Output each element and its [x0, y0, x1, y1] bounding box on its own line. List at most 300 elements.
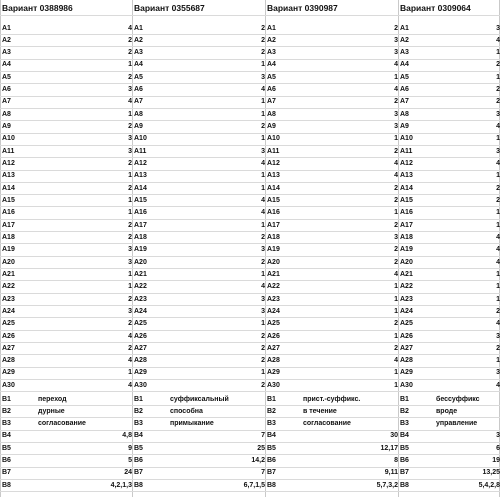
answer-value: 3 [261, 307, 265, 315]
question-label: A19 [267, 246, 280, 254]
answer-row [0, 182, 500, 195]
question-label: B8 [134, 481, 143, 489]
answer-value: 4 [261, 196, 265, 204]
question-label: A4 [400, 61, 409, 69]
question-label: A23 [400, 295, 413, 303]
answer-value: 4 [496, 36, 500, 44]
answer-value: 12,17 [380, 444, 398, 452]
question-label: A8 [2, 110, 11, 118]
question-label: A10 [267, 135, 280, 143]
question-label: A16 [400, 209, 413, 217]
answer-value: 30 [390, 432, 398, 440]
question-label: A29 [2, 369, 15, 377]
question-label: A3 [267, 49, 276, 57]
answer-row [0, 84, 500, 97]
answer-value: 1 [496, 270, 500, 278]
question-label: A23 [134, 295, 147, 303]
question-label: A2 [134, 36, 143, 44]
variant-title: Вариант 0388986 [2, 2, 73, 13]
answer-row [0, 355, 500, 368]
answer-value: 1 [128, 110, 132, 118]
question-label: A6 [267, 86, 276, 94]
question-label: A27 [267, 344, 280, 352]
question-label: A24 [134, 307, 147, 315]
answer-value: 3 [394, 123, 398, 131]
answer-value: 1 [128, 283, 132, 291]
question-label: A21 [400, 270, 413, 278]
answer-value: 2 [496, 184, 500, 192]
answer-value: 1 [496, 73, 500, 81]
answer-value: 2 [128, 221, 132, 229]
question-label: A19 [2, 246, 15, 254]
answer-value: 2 [394, 147, 398, 155]
question-label: A6 [2, 86, 11, 94]
question-label: A26 [400, 332, 413, 340]
answer-value: 3 [128, 307, 132, 315]
answer-value: 1 [496, 295, 500, 303]
answer-value: 1 [128, 172, 132, 180]
answer-value: 1 [261, 320, 265, 328]
answer-value: 2 [261, 357, 265, 365]
answer-row [0, 158, 500, 171]
question-label: A14 [2, 184, 15, 192]
answer-value: 2 [496, 196, 500, 204]
answer-value: 1 [261, 369, 265, 377]
question-label: B8 [400, 481, 409, 489]
question-label: A4 [267, 61, 276, 69]
question-label: A14 [267, 184, 280, 192]
answer-value: 3 [128, 246, 132, 254]
answer-value: 2 [394, 344, 398, 352]
question-label: A19 [134, 246, 147, 254]
answer-value: 4 [394, 357, 398, 365]
question-label: B1 [267, 395, 276, 403]
question-label: A15 [134, 196, 147, 204]
answer-value: 2 [261, 24, 265, 32]
question-label: A2 [267, 36, 276, 44]
answer-value: 3 [394, 49, 398, 57]
question-label: B4 [2, 432, 11, 440]
answer-row [0, 194, 500, 207]
answer-value: 3 [496, 332, 500, 340]
question-label: B3 [267, 420, 276, 428]
question-label: A3 [2, 49, 11, 57]
question-label: A17 [134, 221, 147, 229]
answer-value: 6 [496, 444, 500, 452]
question-label: A2 [400, 36, 409, 44]
answer-value: суффиксальный [170, 395, 229, 403]
question-label: B4 [267, 432, 276, 440]
answer-value: 1 [496, 135, 500, 143]
question-label: A3 [134, 49, 143, 57]
answer-value: 4 [496, 381, 500, 389]
answer-row [0, 47, 500, 60]
question-label: A4 [2, 61, 11, 69]
question-label: B4 [134, 432, 143, 440]
question-label: B8 [2, 481, 11, 489]
answer-row [0, 121, 500, 134]
part-b-row [0, 430, 500, 443]
question-label: A12 [134, 160, 147, 168]
answer-value: 4 [128, 98, 132, 106]
question-label: A17 [400, 221, 413, 229]
answer-row [0, 231, 500, 244]
question-label: A12 [400, 160, 413, 168]
answer-value: дурные [38, 407, 65, 415]
question-label: A21 [2, 270, 15, 278]
answer-row [0, 367, 500, 380]
answer-value: 4 [496, 233, 500, 241]
header-row [0, 0, 500, 16]
question-label: A28 [267, 357, 280, 365]
question-label: A17 [267, 221, 280, 229]
answer-value: 4 [394, 86, 398, 94]
question-label: A13 [400, 172, 413, 180]
question-label: B6 [400, 457, 409, 465]
answer-value: 1 [394, 209, 398, 217]
answer-value: 4 [394, 160, 398, 168]
question-label: A12 [2, 160, 15, 168]
answer-value: 2 [261, 258, 265, 266]
answer-value: 4 [261, 283, 265, 291]
question-label: B6 [2, 457, 11, 465]
answer-value: 3 [261, 246, 265, 254]
variant-title: Вариант 0390987 [267, 2, 338, 13]
question-label: B8 [267, 481, 276, 489]
question-label: A8 [267, 110, 276, 118]
answer-row [0, 59, 500, 72]
part-b-row [0, 442, 500, 455]
question-label: A28 [134, 357, 147, 365]
question-label: A7 [134, 98, 143, 106]
answer-value: 1 [128, 270, 132, 278]
question-label: A18 [2, 233, 15, 241]
answer-value: 5,7,3,2 [376, 481, 398, 489]
question-label: B2 [134, 407, 143, 415]
answer-row [0, 305, 500, 318]
question-label: B3 [2, 420, 11, 428]
answer-value: 1 [394, 381, 398, 389]
question-label: A16 [267, 209, 280, 217]
answer-value: 24 [124, 469, 132, 477]
question-label: A8 [134, 110, 143, 118]
answer-value: примыкание [170, 420, 214, 428]
answer-row [0, 145, 500, 158]
answer-value: 13,25 [482, 469, 500, 477]
question-label: A20 [400, 258, 413, 266]
answer-row [0, 71, 500, 84]
question-label: A30 [267, 381, 280, 389]
answer-value: 1 [496, 209, 500, 217]
question-label: A19 [400, 246, 413, 254]
part-b-row [0, 405, 500, 418]
question-label: A6 [134, 86, 143, 94]
answer-value: 4 [261, 160, 265, 168]
answer-value: управление [436, 420, 478, 428]
answer-value: 2 [496, 86, 500, 94]
answer-value: 1 [128, 61, 132, 69]
answer-value: 1 [261, 110, 265, 118]
answer-row [0, 256, 500, 269]
answer-value: 4,8 [122, 432, 132, 440]
answer-value: 6,7,1,5 [243, 481, 265, 489]
answer-value: 2 [496, 344, 500, 352]
answer-value: 3 [128, 135, 132, 143]
question-label: B2 [267, 407, 276, 415]
answer-value: 1 [261, 172, 265, 180]
answer-value: 4 [128, 332, 132, 340]
answer-value: 3 [128, 147, 132, 155]
question-label: A28 [2, 357, 15, 365]
answer-value: 4 [394, 270, 398, 278]
question-label: B7 [400, 469, 409, 477]
answer-value: 2 [496, 98, 500, 106]
answer-row [0, 268, 500, 281]
answer-value: 3 [394, 36, 398, 44]
answer-value: 2 [261, 332, 265, 340]
answer-value: 3 [261, 73, 265, 81]
question-label: A5 [2, 73, 11, 81]
answer-value: 9,11 [384, 469, 398, 477]
question-label: B5 [267, 444, 276, 452]
answer-value: 1 [394, 295, 398, 303]
answer-value: 3 [128, 258, 132, 266]
answer-value: 2 [128, 49, 132, 57]
question-label: B2 [400, 407, 409, 415]
answer-value: 2 [261, 123, 265, 131]
part-b-row [0, 393, 500, 406]
question-label: A18 [134, 233, 147, 241]
answer-value: 2 [496, 307, 500, 315]
answer-value: 4 [261, 209, 265, 217]
question-label: B3 [134, 420, 143, 428]
question-label: B1 [2, 395, 11, 403]
answer-value: вроде [436, 407, 458, 415]
question-label: B3 [400, 420, 409, 428]
part-b-row [0, 455, 500, 468]
question-label: A11 [267, 147, 280, 155]
question-label: A17 [2, 221, 15, 229]
answer-row [0, 244, 500, 257]
question-label: A20 [134, 258, 147, 266]
answer-value: 8 [394, 457, 398, 465]
question-label: A29 [267, 369, 280, 377]
question-label: A25 [400, 320, 413, 328]
question-label: A9 [2, 123, 11, 131]
answer-value: 1 [261, 184, 265, 192]
answer-value: 1 [261, 135, 265, 143]
question-label: A10 [400, 135, 413, 143]
answer-value: 4 [496, 258, 500, 266]
answer-value: 5,4,2,8 [478, 481, 500, 489]
answer-value: 2 [394, 258, 398, 266]
answer-value: 2 [394, 320, 398, 328]
answer-value: 2 [128, 123, 132, 131]
answer-row [0, 330, 500, 343]
question-label: A1 [2, 24, 11, 32]
question-label: A11 [2, 147, 15, 155]
answer-value: 1 [261, 270, 265, 278]
answer-value: 2 [496, 61, 500, 69]
question-label: A11 [134, 147, 147, 155]
question-label: A15 [2, 196, 15, 204]
question-label: B1 [400, 395, 409, 403]
question-label: A22 [2, 283, 15, 291]
answer-row [0, 207, 500, 220]
answer-value: 3 [496, 369, 500, 377]
answer-row [0, 293, 500, 306]
answer-value: 2 [128, 233, 132, 241]
question-label: B5 [134, 444, 143, 452]
answer-value: 1 [496, 172, 500, 180]
answer-value: 4 [496, 123, 500, 131]
question-label: A23 [2, 295, 15, 303]
answer-value: 2 [394, 24, 398, 32]
question-label: A11 [400, 147, 413, 155]
question-label: A26 [2, 332, 15, 340]
answer-value: 3 [394, 110, 398, 118]
answer-value: 4 [128, 357, 132, 365]
question-label: A27 [2, 344, 15, 352]
answer-value: 1 [394, 283, 398, 291]
answer-value: способна [170, 407, 203, 415]
answer-row [0, 318, 500, 331]
question-label: A7 [400, 98, 409, 106]
answer-value: 2 [128, 160, 132, 168]
answer-row [0, 379, 500, 392]
question-label: A3 [400, 49, 409, 57]
answer-value: 4 [496, 160, 500, 168]
answer-value: 1 [261, 61, 265, 69]
question-label: A4 [134, 61, 143, 69]
answer-value: переход [38, 395, 67, 403]
answer-value: 3 [394, 233, 398, 241]
answer-value: 2 [261, 233, 265, 241]
answer-value: 1 [128, 196, 132, 204]
question-label: A16 [134, 209, 147, 217]
question-label: A5 [134, 73, 143, 81]
answer-value: 2 [261, 344, 265, 352]
question-label: A24 [400, 307, 413, 315]
question-label: A18 [400, 233, 413, 241]
answer-value: 2 [261, 36, 265, 44]
question-label: A15 [400, 196, 413, 204]
answer-row [0, 342, 500, 355]
question-label: A2 [2, 36, 11, 44]
answer-value: бессуффикс [436, 395, 480, 403]
answer-value: согласование [303, 420, 351, 428]
answer-value: 1 [496, 221, 500, 229]
answer-row [0, 22, 500, 35]
answer-value: 4 [394, 61, 398, 69]
answer-value: 4 [496, 246, 500, 254]
answer-value: 4 [128, 381, 132, 389]
question-label: A7 [2, 98, 11, 106]
answer-value: 4,2,1,3 [110, 481, 132, 489]
question-label: A16 [2, 209, 15, 217]
question-label: A25 [267, 320, 280, 328]
answer-value: 2 [128, 295, 132, 303]
answer-value: 7 [261, 469, 265, 477]
answer-value: 1 [496, 283, 500, 291]
question-label: A1 [134, 24, 143, 32]
answer-value: 19 [492, 457, 500, 465]
answer-value: в течение [303, 407, 337, 415]
answer-value: 2 [128, 36, 132, 44]
answer-value: 1 [394, 332, 398, 340]
question-label: B5 [2, 444, 11, 452]
question-label: B7 [134, 469, 143, 477]
part-b-row [0, 467, 500, 480]
answer-row [0, 170, 500, 183]
answer-value: 1 [261, 98, 265, 106]
question-label: A29 [400, 369, 413, 377]
question-label: A18 [267, 233, 280, 241]
question-label: B7 [267, 469, 276, 477]
question-label: A14 [134, 184, 147, 192]
question-label: B4 [400, 432, 409, 440]
answer-row [0, 34, 500, 47]
question-label: A10 [2, 135, 15, 143]
question-label: A23 [267, 295, 280, 303]
answer-value: 7 [261, 432, 265, 440]
question-label: A10 [134, 135, 147, 143]
question-label: A13 [267, 172, 280, 180]
answer-value: 3 [496, 110, 500, 118]
answer-value: согласование [38, 420, 86, 428]
answer-value: 1 [496, 49, 500, 57]
answer-value: 4 [394, 172, 398, 180]
answer-value: 2 [394, 98, 398, 106]
question-label: A30 [400, 381, 413, 389]
question-label: A26 [267, 332, 280, 340]
answer-value: 3 [261, 147, 265, 155]
answer-value: 1 [496, 357, 500, 365]
question-label: A13 [2, 172, 15, 180]
answer-value: 3 [261, 295, 265, 303]
answer-value: 2 [128, 320, 132, 328]
question-label: B5 [400, 444, 409, 452]
question-label: A6 [400, 86, 409, 94]
question-label: A28 [400, 357, 413, 365]
question-label: A20 [2, 258, 15, 266]
answer-value: 2 [128, 184, 132, 192]
question-label: B7 [2, 469, 11, 477]
question-label: B6 [267, 457, 276, 465]
answer-value: 1 [261, 221, 265, 229]
question-label: A15 [267, 196, 280, 204]
question-label: A9 [400, 123, 409, 131]
answer-row [0, 108, 500, 121]
answer-value: 5 [128, 457, 132, 465]
answer-value: 3 [496, 24, 500, 32]
question-label: A29 [134, 369, 147, 377]
answer-value: 14,2 [251, 457, 265, 465]
answer-value: 2 [261, 381, 265, 389]
answer-value: 2 [394, 221, 398, 229]
answer-value: 25 [257, 444, 265, 452]
question-label: A21 [267, 270, 280, 278]
question-label: A22 [134, 283, 147, 291]
question-label: A13 [134, 172, 147, 180]
answer-row [0, 96, 500, 109]
question-label: B1 [134, 395, 143, 403]
question-label: A30 [134, 381, 147, 389]
answer-value: 1 [394, 135, 398, 143]
question-label: A21 [134, 270, 147, 278]
part-b-row [0, 479, 500, 492]
question-label: A14 [400, 184, 413, 192]
